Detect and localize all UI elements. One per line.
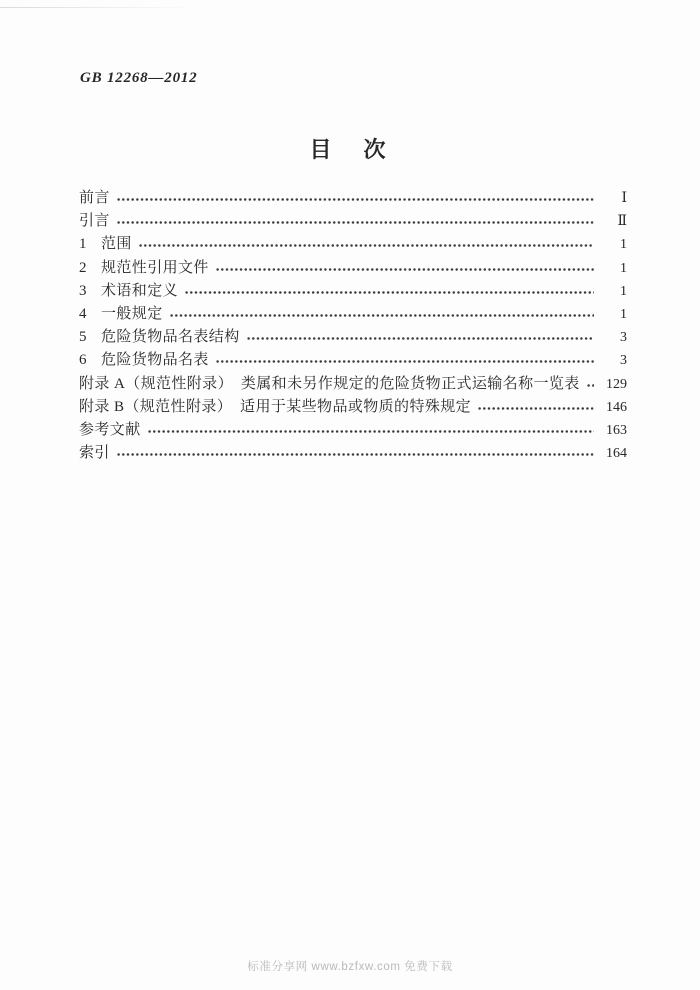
toc-entry-page: 3: [620, 353, 627, 369]
toc-entry: [79, 256, 627, 279]
toc-entry: [79, 186, 627, 209]
toc-entry: [79, 209, 627, 232]
watermark-footer: 标准分享网 www.bzfxw.com 免费下载: [247, 961, 453, 973]
scan-edge-artifact: [0, 7, 195, 8]
toc-entry-page: 3: [620, 330, 627, 346]
dot-leader: [587, 384, 594, 387]
dot-leader: [185, 291, 594, 294]
standard-number: GB 12268—2012: [80, 70, 198, 86]
toc-entry-label: 一般规定: [101, 305, 163, 322]
toc-entry-label: 附录 B（规范性附录） 适用于某些物品或物质的特殊规定: [79, 398, 472, 415]
dot-leader: [216, 360, 594, 363]
toc-entry-label: 范围: [101, 236, 132, 253]
dot-leader: [170, 314, 594, 317]
toc-entry-number: 6: [79, 352, 87, 369]
toc-entry-label: 附录 A（规范性附录） 类属和未另作规定的危险货物正式运输名称一览表: [79, 375, 580, 392]
dot-leader: [478, 407, 594, 410]
toc-entry-page: 163: [606, 422, 627, 438]
toc-entry: [79, 372, 627, 395]
toc-entry-page: Ⅰ: [621, 191, 627, 206]
dot-leader: [117, 198, 594, 201]
toc-entry: [79, 302, 627, 325]
toc-entry-page: 1: [620, 260, 627, 276]
dot-leader: [247, 337, 594, 340]
toc-entry-label: 前言: [79, 190, 110, 206]
toc-entry-page: 146: [606, 399, 627, 415]
dot-leader: [216, 268, 594, 271]
toc-entry-label: 引言: [79, 213, 110, 230]
toc-entry-number: 4: [79, 305, 87, 322]
toc-entry: [79, 232, 627, 255]
toc-entry: [79, 348, 627, 371]
toc-entry-label: 参考文献: [79, 421, 141, 438]
toc-entry-page: 1: [620, 283, 627, 299]
toc-entry: [79, 441, 627, 464]
table-of-contents: [79, 186, 627, 464]
toc-entry: [79, 418, 627, 441]
toc-entry-label: 术语和定义: [101, 282, 179, 299]
toc-entry: [79, 279, 627, 302]
toc-entry: [79, 395, 627, 418]
dot-leader: [117, 221, 594, 224]
toc-entry-label: 规范性引用文件: [101, 259, 209, 276]
toc-entry-page: 1: [620, 306, 627, 322]
toc-entry: [79, 325, 627, 348]
dot-leader: [117, 453, 594, 456]
toc-entry-number: 2: [79, 259, 87, 276]
toc-entry-number: 5: [79, 329, 87, 346]
page-title: 目 次: [309, 137, 391, 162]
dot-leader: [139, 244, 594, 247]
dot-leader: [148, 430, 594, 433]
toc-entry-label: 索引: [79, 445, 110, 462]
toc-entry-label: 危险货物品名表: [101, 352, 209, 369]
toc-entry-number: 1: [79, 236, 87, 253]
toc-entry-number: 3: [79, 282, 87, 299]
toc-entry-page: Ⅱ: [617, 214, 627, 230]
toc-entry-page: 1: [620, 237, 627, 253]
toc-entry-label: 危险货物品名表结构: [101, 329, 240, 346]
toc-entry-page: 164: [606, 446, 627, 462]
toc-entry-page: 129: [606, 376, 627, 392]
